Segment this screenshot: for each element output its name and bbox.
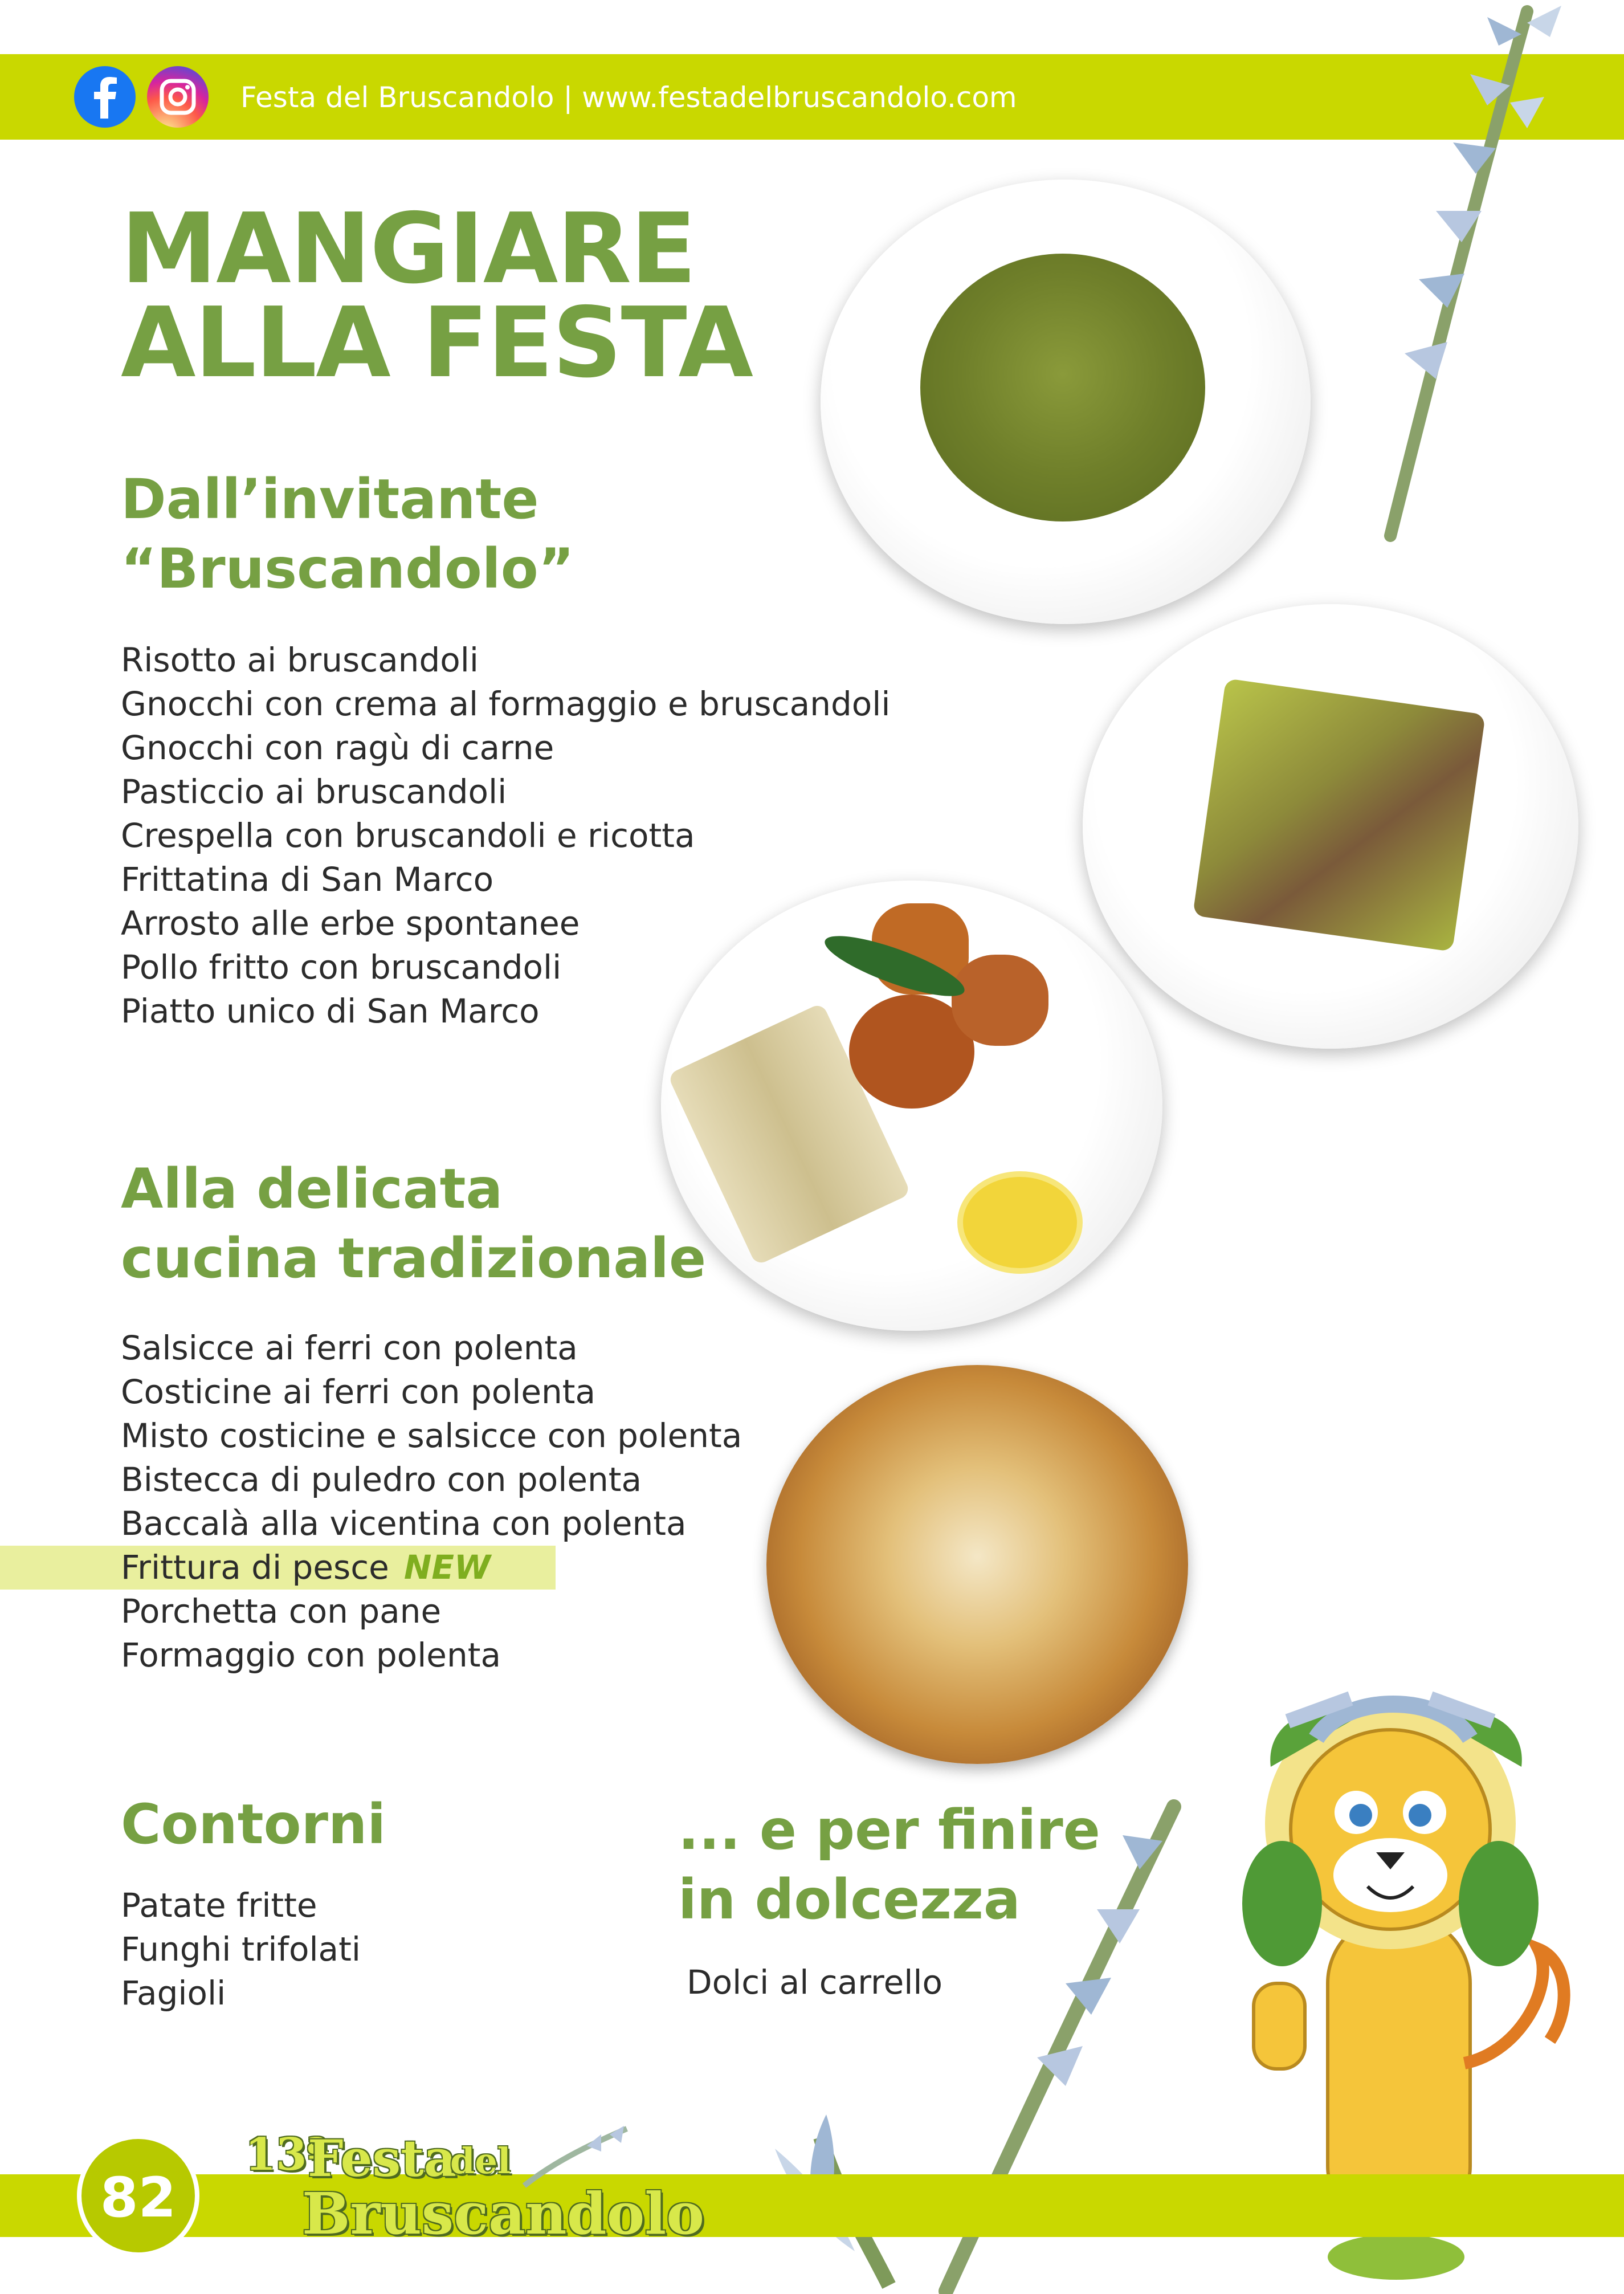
menu-item: Misto costicine e salsicce con polenta	[121, 1416, 742, 1455]
menu-item: Dolci al carrello	[687, 1963, 943, 2002]
menu-item: Piatto unico di San Marco	[121, 992, 540, 1030]
menu-item: Risotto ai bruscandoli	[121, 641, 479, 679]
logo-del: del	[450, 2140, 511, 2182]
menu-item: Pasticcio ai bruscandoli	[121, 772, 507, 811]
menu-item: Costicine ai ferri con polenta	[121, 1372, 596, 1411]
menu-list-tradizionale	[121, 1326, 742, 1677]
heading-line: ... e per finire	[678, 1798, 1100, 1862]
festa-logo	[245, 2123, 704, 2266]
menu-list-contorni	[121, 1884, 361, 2015]
heading-line: “Bruscandolo”	[121, 537, 574, 601]
menu-item: Bistecca di puledro con polenta	[121, 1460, 642, 1499]
menu-item: Crespella con bruscandoli e ricotta	[121, 816, 695, 855]
menu-item: Gnocchi con ragù di carne	[121, 728, 554, 767]
menu-item: Pollo fritto con bruscandoli	[121, 948, 562, 987]
section-heading-contorni: Contorni	[121, 1792, 386, 1856]
pasticcio-image	[1193, 678, 1486, 952]
menu-item: Fagioli	[121, 1974, 226, 2012]
facebook-icon[interactable]	[74, 66, 136, 128]
page-title-line1: MANGIARE	[121, 193, 696, 305]
plate-risotto	[821, 180, 1311, 624]
header-site-text[interactable]: Festa del Bruscandolo | www.festadelbruscandolo.com	[240, 81, 1017, 114]
logo-edition: 13ª	[245, 2129, 329, 2181]
footer-bar	[0, 2174, 1624, 2237]
logo-line2: Bruscandolo	[302, 2180, 704, 2247]
menu-item-new	[121, 1546, 742, 1590]
heading-line: in dolcezza	[678, 1868, 1021, 1932]
meringue-tart-image	[766, 1365, 1188, 1764]
menu-item: Arrosto alle erbe spontanee	[121, 904, 580, 943]
fried-chicken-image	[952, 955, 1048, 1046]
risotto-image	[920, 254, 1205, 521]
plate-pasticcio	[1083, 604, 1578, 1049]
instagram-icon[interactable]	[147, 66, 209, 128]
heading-line: Alla delicata	[121, 1157, 503, 1221]
section-heading-bruscandolo	[121, 464, 574, 604]
menu-item: Porchetta con pane	[121, 1592, 442, 1631]
menu-item: Patate fritte	[121, 1886, 317, 1925]
menu-item: Frittatina di San Marco	[121, 860, 494, 899]
plate-pollo-fritto	[661, 881, 1162, 1331]
menu-item: Salsicce ai ferri con polenta	[121, 1329, 578, 1367]
page-title-line2: ALLA FESTA	[121, 287, 752, 400]
menu-item: Baccalà alla vicentina con polenta	[121, 1504, 687, 1543]
section-heading-tradizionale	[121, 1154, 706, 1293]
menu-item-label: Frittura di pesce	[121, 1548, 389, 1587]
heading-line: Dall’invitante	[121, 467, 539, 531]
new-badge: NEW	[403, 1548, 491, 1587]
page-title	[121, 193, 752, 400]
page-number: 82	[100, 2166, 177, 2230]
menu-item: Gnocchi con crema al formaggio e bruscandoli	[121, 684, 891, 723]
menu-item: Funghi trifolati	[121, 1930, 361, 1969]
heading-line: cucina tradizionale	[121, 1227, 707, 1290]
logo-line1: Festa	[308, 2129, 456, 2188]
lemon-icon	[957, 1171, 1083, 1274]
asparagus-icon	[519, 2123, 633, 2191]
asparagus-illustration	[1356, 0, 1573, 547]
menu-item: Formaggio con polenta	[121, 1636, 501, 1674]
